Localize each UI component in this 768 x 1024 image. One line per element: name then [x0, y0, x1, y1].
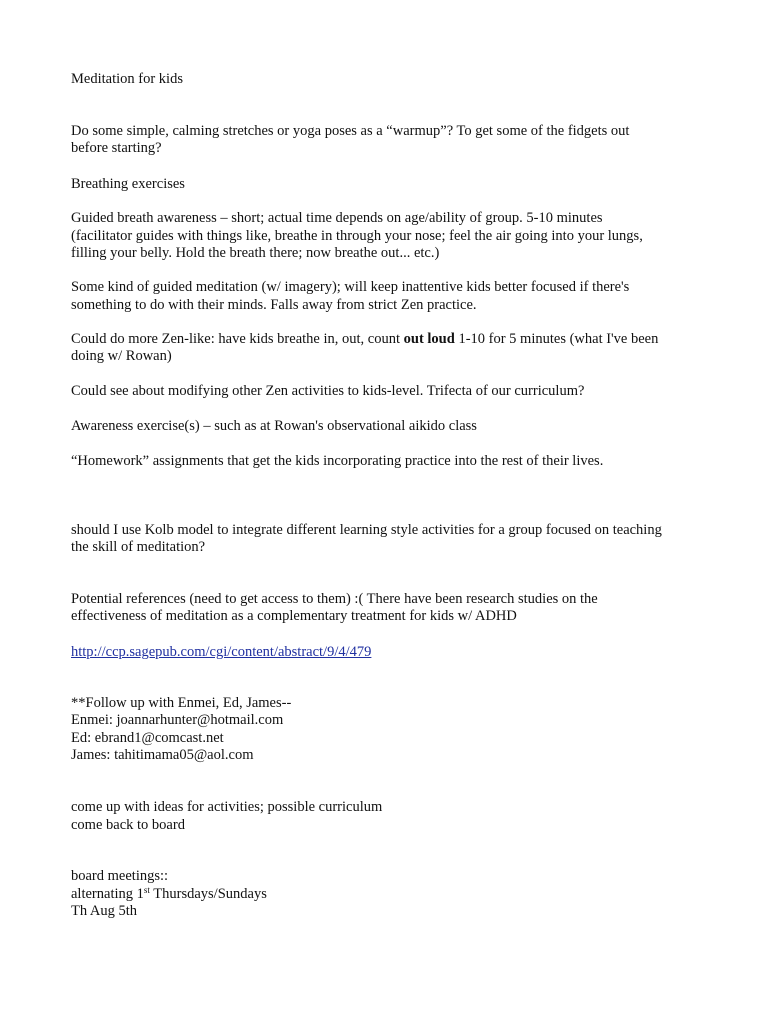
zen-like-text-post: 1-10 for 5 minutes (what I've been [454, 331, 659, 347]
kolb-line-2: the skill of meditation? [71, 539, 206, 555]
ideas-line-2: come back to board [71, 817, 185, 833]
reference-link[interactable]: http://ccp.sagepub.com/cgi/content/abstract/9/4/479 [71, 644, 372, 660]
guided-meditation-line-1: Some kind of guided meditation (w/ imagery); will keep inattentive kids better focused if there's [71, 279, 630, 295]
kolb-line-1: should I use Kolb model to integrate different learning style activities for a group focused on teaching [71, 522, 662, 538]
guided-breath-line-3: filling your belly. Hold the breath there; now breathe out... etc.) [71, 245, 440, 261]
warmup-line-2: before starting? [71, 140, 162, 156]
board-alternating-pre: alternating 1 [71, 886, 144, 902]
modify-activities-line: Could see about modifying other Zen activities to kids-level. Trifecta of our curriculum? [71, 383, 585, 399]
followup-enmei: Enmei: joannarhunter@hotmail.com [71, 712, 284, 728]
guided-breath-line-1: Guided breath awareness – short; actual time depends on age/ability of group. 5-10 minutes [71, 210, 603, 226]
board-alternating-post: Thursdays/Sundays [149, 886, 267, 902]
references-line-2: effectiveness of meditation as a complementary treatment for kids w/ ADHD [71, 608, 517, 624]
awareness-line: Awareness exercise(s) – such as at Rowan's observational aikido class [71, 418, 477, 434]
board-alternating-sup: st [143, 885, 150, 895]
homework-line: “Homework” assignments that get the kids incorporating practice into the rest of their lives. [71, 453, 604, 469]
followup-james: James: tahitimama05@aol.com [71, 747, 254, 763]
guided-meditation-line-2: something to do with their minds. Falls away from strict Zen practice. [71, 297, 477, 313]
references-line-1: Potential references (need to get access to them) :( There have been research studies on the [71, 591, 598, 607]
board-alternating-line [71, 886, 267, 904]
zen-like-line-1 [71, 331, 658, 348]
warmup-line-1: Do some simple, calming stretches or yoga poses as a “warmup”? To get some of the fidgets out [71, 123, 630, 139]
followup-ed: Ed: ebrand1@comcast.net [71, 730, 224, 746]
zen-like-line-2: doing w/ Rowan) [71, 348, 172, 364]
breathing-heading: Breathing exercises [71, 176, 185, 192]
zen-like-text-pre: Could do more Zen-like: have kids breathe in, out, count [71, 331, 404, 347]
zen-like-bold-text: out loud [403, 331, 455, 347]
guided-breath-line-2: (facilitator guides with things like, breathe in through your nose; feel the air going into your lungs, [71, 228, 643, 244]
followup-heading: **Follow up with Enmei, Ed, James-- [71, 695, 292, 711]
doc-title: Meditation for kids [71, 71, 183, 87]
board-meetings-heading: board meetings:: [71, 868, 169, 884]
board-date: Th Aug 5th [71, 903, 138, 919]
ideas-line-1: come up with ideas for activities; possible curriculum [71, 799, 383, 815]
